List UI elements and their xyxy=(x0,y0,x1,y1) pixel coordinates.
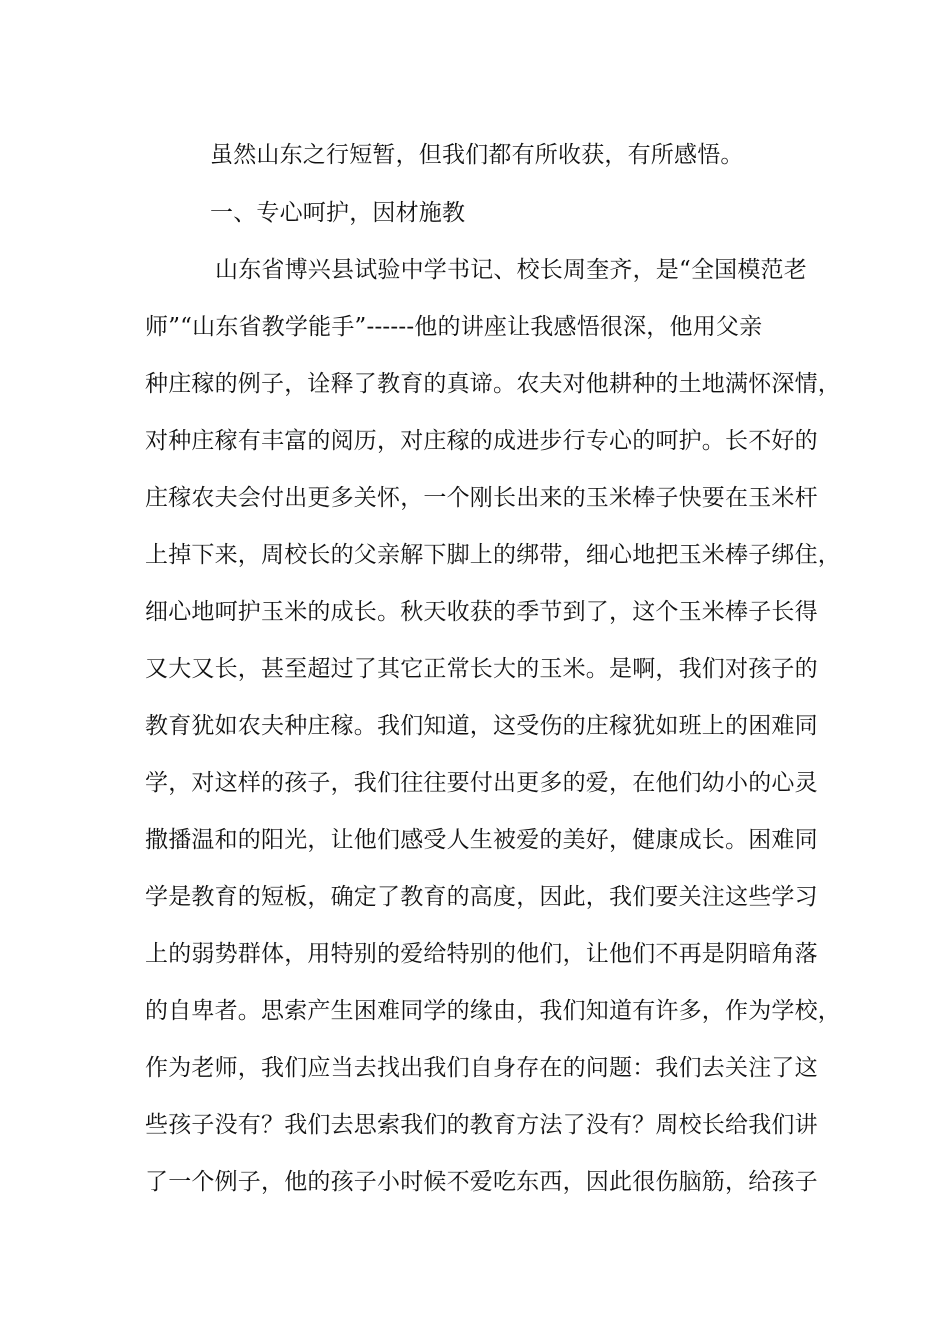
paragraph-line: 些孩子没有？我们去思索我们的教育方法了没有？周校长给我们讲 xyxy=(145,1112,818,1138)
intro-sentence: 虽然山东之行短暂，但我们都有所收获，有所感悟。 xyxy=(210,142,744,168)
paragraph-line: 对种庄稼有丰富的阅历，对庄稼的成进步行专心的呵护。长不好的 xyxy=(145,428,818,454)
paragraph-line: 上掉下来，周校长的父亲解下脚上的绑带，细心地把玉米棒子绑住， xyxy=(145,542,841,568)
paragraph-line: 学是教育的短板，确定了教育的高度，因此，我们要关注这些学习 xyxy=(145,884,818,910)
paragraph-line: 庄稼农夫会付出更多关怀，一个刚长出来的玉米棒子快要在玉米杆 xyxy=(145,485,818,511)
paragraph-line: 师”“山东省教学能手”------他的讲座让我感悟很深，他用父亲 xyxy=(145,314,763,340)
paragraph-line: 作为老师，我们应当去找出我们自身存在的问题：我们去关注了这 xyxy=(145,1055,818,1081)
paragraph-line: 又大又长，甚至超过了其它正常长大的玉米。是啊，我们对孩子的 xyxy=(145,656,818,682)
paragraph-line: 细心地呵护玉米的成长。秋天收获的季节到了，这个玉米棒子长得 xyxy=(145,599,818,625)
paragraph-line: 山东省博兴县试验中学书记、校长周奎齐，是“全国模范老 xyxy=(215,257,807,283)
paragraph-line: 撒播温和的阳光，让他们感受人生被爱的美好，健康成长。困难同 xyxy=(145,827,818,853)
paragraph-line: 了一个例子，他的孩子小时候不爱吃东西，因此很伤脑筋，给孩子 xyxy=(145,1169,818,1195)
paragraph-line: 上的弱势群体，用特别的爱给特别的他们，让他们不再是阴暗角落 xyxy=(145,941,818,967)
paragraph-line: 种庄稼的例子，诠释了教育的真谛。农夫对他耕种的土地满怀深情， xyxy=(145,371,841,397)
paragraph-line: 的自卑者。思索产生困难同学的缘由，我们知道有许多，作为学校， xyxy=(145,998,841,1024)
paragraph-line: 教育犹如农夫种庄稼。我们知道，这受伤的庄稼犹如班上的困难同 xyxy=(145,713,818,739)
paragraph-line: 学，对这样的孩子，我们往往要付出更多的爱，在他们幼小的心灵 xyxy=(145,770,818,796)
section-heading: 一、专心呵护，因材施教 xyxy=(210,200,466,226)
